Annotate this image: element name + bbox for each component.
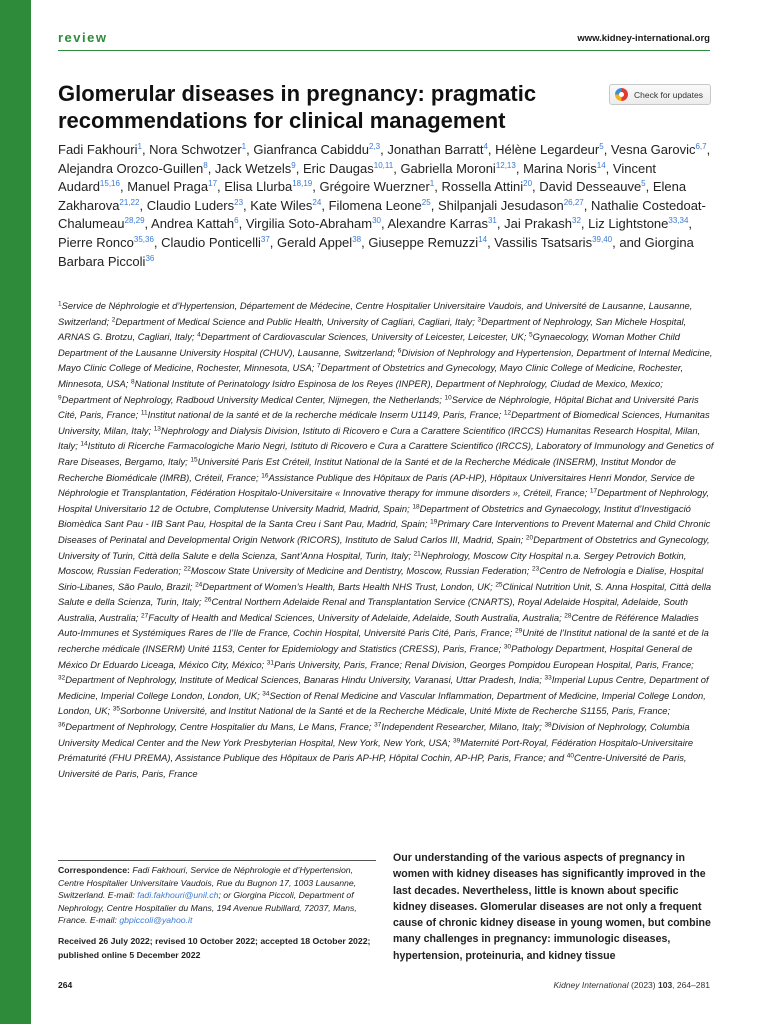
affiliation-text: Department of Nephrology, Institute of Medical Sciences, Banaras Hindu University, Varanasi, Uttar Pradesh, India; [65,674,542,686]
affiliation-item [184,565,530,576]
author-affiliation-ref[interactable]: 5 [641,179,646,189]
affiliation-number: 10 [444,394,452,402]
affiliation-number: 12 [503,409,512,417]
author-affiliation-ref[interactable]: 35,36 [133,234,154,244]
affiliation-list [58,298,718,781]
author-item [438,198,584,213]
affiliation-number: 35 [112,705,120,713]
author-affiliation-ref[interactable]: 10,11 [373,160,394,170]
author-affiliation-ref[interactable]: 17 [208,179,218,189]
author-name[interactable]: Elena Zakharova [58,179,687,213]
affiliation-text: Department of Cardiovascular Sciences, University of Leicester, Leicester, UK; [200,331,527,343]
author-affiliation-ref[interactable]: 31 [487,216,497,226]
abstract-text: Our understanding of the various aspects of pregnancy in women with kidney diseases has significantly improved in the last decades. Nevertheless, little is known about specific kidney diseases. Glomerular diseases are not only a frequent cause of chronic kidney disease in young women, but combine many challenges in pregnancy: immunologic diseases, hypertension, proteinuria, and kidney tissue [393,852,711,962]
author-item [368,235,487,250]
affiliation-number: 15 [190,456,198,464]
affiliation-conjunction: and [548,752,567,764]
affiliation-number: 29 [514,627,523,635]
affiliation-text: Department of Obstetrics and Gynecology, Mayo Clinic College of Medicine, Rochester, Minnesota, USA; [58,362,684,389]
author-item [388,216,497,231]
author-affiliation-ref[interactable]: 21,22 [119,197,140,207]
author-affiliation-ref[interactable]: 2,3 [368,142,381,151]
author-item [127,179,217,194]
author-item [303,161,393,176]
author-name[interactable]: Elisa Llurba [224,179,293,195]
journal-color-bar [0,0,31,1024]
author-affiliation-ref[interactable]: 14 [478,234,488,244]
affiliation-item [113,705,670,716]
correspondence-text-1: Fadi Fakhouri, Service de Néphrologie et d’Hypertension, Centre Hospitalier Universitaire Vaudois, Rue du Bugnon 17, 1003 Lausanne, Switzerland. E-mail: [58,865,357,901]
author-affiliation-ref[interactable]: 24 [312,197,322,207]
affiliation-number: 33 [544,674,552,682]
journal-year: (2023) [631,980,656,990]
author-name[interactable]: Claudio Luders [146,197,235,213]
affiliation-text: Primary Care Interventions to Prevent Maternal and Child Chronic Diseases of Perinatal and Developmental Origin Network (RICORS), Instituto de Salud Carlos III, Madrid, Spain; [58,518,711,545]
author-affiliation-ref[interactable]: 6,7 [695,142,707,151]
author-name[interactable]: Filomena Leone [328,197,422,213]
affiliation-text: Université Paris Est Créteil, Institut National de la Santé et de la Recherche Médicale (INSERM), Institut Mondor de Recherche Biomédicale (IMRB), Créteil, France; [58,455,676,483]
author-name[interactable]: Andrea Kattah [151,216,235,232]
author-item [588,216,688,231]
author-name[interactable]: Fadi Fakhouri [58,142,138,157]
affiliation-item [112,316,475,327]
crossmark-icon [615,88,628,101]
author-affiliation-ref[interactable]: 6 [234,216,239,226]
author-affiliation-ref[interactable]: 30 [372,216,381,226]
author-name[interactable]: Jack Wetzels [214,160,292,176]
author-affiliation-ref[interactable]: 1 [429,179,435,189]
author-affiliation-ref[interactable]: 1 [137,142,142,151]
affiliation-text: Section of Renal Medicine and Vascular Inflammation, Department of Medicine, Imperial College London, London, UK; [58,689,706,717]
affiliation-number: 38 [544,721,552,729]
author-name[interactable]: Gianfranca Cabiddu [253,142,369,157]
author-item [329,198,431,213]
article-dates: Received 26 July 2022; revised 10 October 2022; accepted 18 October 2022; published online 5 December 2022 [58,936,371,960]
author-affiliation-ref[interactable]: 18,19 [292,179,313,189]
author-affiliation-ref[interactable]: 32 [572,216,581,226]
affiliation-number: 7 [316,362,321,370]
author-item [253,142,380,157]
header-rule [58,50,710,51]
affiliation-number: 20 [525,534,534,542]
correspondence-block [58,864,378,927]
author-item [319,179,434,194]
correspondence-email-2[interactable]: gbpiccoli@yahoo.it [119,915,193,926]
affiliation-text: Service de Néphrologie, Hôpital Bichat and Université Paris Cité, Paris, France; [58,393,699,421]
author-name[interactable]: Gerald Appel [277,234,353,250]
journal-pages: , 264–281 [672,980,710,990]
affiliation-text: Nephrology and Dialysis Division, Istituto di Ricovero e Cura a Carattere Scientifico (IRCCS) Humanitas Research Hospital, Milan, Italy; [58,424,701,452]
journal-citation [554,980,710,990]
journal-url[interactable]: www.kidney-international.org [577,33,710,44]
affiliation-number: 21 [413,550,421,557]
author-item [215,161,296,176]
author-name[interactable]: Vesna Garovic [610,142,696,157]
author-name[interactable]: Claudio Ponticelli [161,234,261,250]
affiliation-text: Department of Obstetrics and Gynecology, University of Turin, Città della Salute e della Scienza, Sant’Anna Hospital, Turin, Italy; [58,533,710,561]
affiliation-text: Department of Nephrology, Hospital Universitario 12 de Octubre, Complutense University Madrid, Madrid, Spain; [58,487,709,514]
affiliation-item [197,331,526,342]
affiliation-number: 34 [262,690,270,698]
journal-name: Kidney International [553,980,629,990]
affiliation-text: Istituto di Ricerche Farmacologiche Mario Negri, Istituto di Ricovero e Cura a Carattere Scientifico (IRCCS), Laboratory of Immunology and Genetics of Rare Diseases, Bergamo, Italy; [58,440,714,467]
affiliation-item [374,721,542,732]
author-item [387,142,488,157]
author-affiliation-ref[interactable]: 23 [234,197,244,207]
affiliation-text: Department of Medical Science and Public Health, University of Cagliari, Cagliari, Italy; [115,315,475,327]
author-name[interactable]: Liz Lightstone [588,216,669,232]
affiliation-text: Independent Researcher, Milano, Italy; [381,721,542,733]
affiliation-number: 25 [495,581,503,589]
affiliation-text: Paris University, Paris, France; Renal Division, Georges Pompidou European Hospital, Paris, France; [274,658,694,670]
affiliation-text: Pathology Department, Hospital General de México Dr Eduardo Liceaga, México City, México; [58,643,693,670]
affiliation-text: Centro de Nefrologia e Dialise, Hospital Sirio-Libanes, São Paulo, Brazil; [58,565,704,592]
author-affiliation-ref[interactable]: 9 [291,160,296,170]
affiliation-item [58,721,371,732]
author-affiliation-ref[interactable]: 1 [241,142,247,151]
author-item [441,179,532,194]
affiliation-item [267,659,694,670]
check-for-updates-button[interactable] [609,84,711,105]
author-item [504,216,581,231]
author-item [400,161,515,176]
affiliation-number: 27 [141,612,149,620]
affiliation-item [195,581,493,592]
affiliation-text: Unité de l’Institut national de la santé et de la recherche médicale (INSERM) Unité 1153, Center for Epidemiology and Statistics (CRESS), Paris, France; [58,627,709,655]
correspondence-email-1[interactable]: fadi.fakhouri@unil.ch [137,890,219,901]
affiliation-number: 39 [452,737,461,745]
affiliation-text: Department of Nephrology, Centre Hospitalier du Mans, Le Mans, France; [65,721,372,733]
author-affiliation-ref[interactable]: 8 [203,160,208,170]
affiliation-text: Imperial Lupus Centre, Department of Medicine, Imperial College London, London, UK; [58,674,709,701]
affiliation-number: 30 [503,643,512,651]
author-name[interactable]: Rossella Attini [441,179,524,195]
affiliation-text: Centre-Université de Paris, Université de Paris, Paris, France [58,752,687,779]
author-name[interactable]: Kate Wiles [250,197,313,213]
affiliation-number: 23 [531,565,540,573]
affiliation-number: 2 [111,316,116,324]
affiliation-text: National Institute of Perinatology Isidro Espinosa de los Reyes (INPER), Department of Nephrology, Ciudad de Mexico, Mexico; [134,377,663,389]
author-name[interactable]: Marina Noris [523,160,597,176]
author-name[interactable]: Giorgina Barbara Piccoli [58,234,694,269]
author-affiliation-ref[interactable]: 5 [599,142,604,151]
affiliation-text: Division of Nephrology, Columbia University Medical Center and the New York Presbyterian Hospital, New York, New York, USA; [58,721,690,748]
correspondence-label: Correspondence: [58,865,130,875]
affiliation-text: Department of Women’s Health, Barts Health NHS Trust, London, UK; [202,580,493,592]
affiliation-number: 31 [266,659,274,667]
author-affiliation-ref[interactable]: 39,40 [592,234,613,244]
author-affiliation-ref[interactable]: 25 [421,197,431,207]
affiliation-number: 5 [529,331,533,339]
author-list: Fadi Fakhouri$^1$, Nora Schwotzer$^1$, Gianfranca Cabiddu$^{2,3}$, Jonathan Barratt$^4$, Hélène Legardeur$^5$, Vesna Garovic$^{6,7}$, Alejandra Orozco-Guillen$^8$, Jack Wetzels$^9$, Eric Daugas$^{10,11}$, Gabriella Moroni$^{12,13}$, Marina Noris$^{14}$, Vincent Audard$^{15,16}$, Manuel Praga$^{17}$, Elisa Llurba$^{18,19}$, Grégoire Wuerzner$^1$, Rossella Attini$^{20}$, David Desseauve$^5$, Elena Zakharova$^{21,22}$, Claudio Luders$^{23}$, Kate Wiles$^{24}$, Filomena Leone$^{25}$, Shilpanjali Jesudason$^{26,27}$, Nathalie Costedoat-Chalumeau$^{28,29}$, Andrea Kattah$^6$, Virgilia Soto-Abraham$^{30}$, Alexandre Karras$^{31}$, Jai Prakash$^{32}$, Liz Lightstone$^{33,34}$, Pierre Ronco$^{35,36}$, Claudio Ponticelli$^{37}$, Gerald Appel$^{38}$, Giuseppe Remuzzi$^{14}$, Vassilis Tsatsaris$^{39,40}$, and Giorgina Barbara Piccoli$^{36}$ [58,142,711,269]
affiliation-number: 37 [374,721,382,729]
check-for-updates-label: Check for updates [634,89,703,100]
affiliation-item [58,674,542,685]
affiliation-text: Assistance Publique des Hôpitaux de Paris (AP-HP), Hôpitaux Universitaires Henri Mondor, Service de Néphrologie et Transplantation, Fédération Hospitalo-Universitaire « Innovative therapy for immune disorders », Créteil, France; [58,471,695,499]
affiliation-number: 8 [130,378,135,386]
author-name[interactable]: David Desseauve [539,179,642,195]
author-affiliation-ref[interactable]: 36 [145,253,155,263]
author-affiliation-ref[interactable]: 4 [483,142,488,151]
affiliation-text: Department of Nephrology, Radboud University Medical Center, Nijmegen, the Netherlands; [61,393,442,405]
section-label: review [58,30,108,45]
author-name[interactable]: Virgilia Soto-Abraham [245,216,373,232]
affiliation-item [141,409,501,420]
author-item [147,198,243,213]
author-item [246,216,381,231]
affiliation-text: Department of Biomedical Sciences, Humanitas University, Milan, Italy; [58,409,710,436]
affiliation-number: 11 [140,409,148,417]
author-affiliation-ref[interactable]: 33,34 [668,216,689,226]
affiliation-number: 4 [197,331,201,339]
page-number: 264 [58,980,73,990]
author-name[interactable]: Manuel Praga [127,179,209,195]
affiliation-number: 16 [261,472,269,480]
author-name[interactable]: Vincent Audard [58,160,657,195]
author-name[interactable]: Pierre Ronco [58,234,134,250]
affiliation-text: Central Northern Adelaide Renal and Transplantation Service (CNARTS), Royal Adelaide Hospital, Adelaide, South Australia, Australia; [58,596,688,623]
affiliation-text: Gynaecology, Woman Mother Child Department of the Lausanne University Hospital (CHUV), Lausanne, Switzerland; [58,331,680,358]
author-item [224,179,312,194]
affiliation-number: 9 [58,394,62,402]
affiliation-number: 26 [204,596,212,604]
affiliation-text: Moscow State University of Medicine and Dentistry, Moscow, Russian Federation; [190,565,530,577]
affiliation-number: 40 [566,752,574,760]
correspondence-text-2: ; or Giorgina Piccoli, Department of Nephrology, Centre Hospitalier du Mans, 194 Avenue Rubillard, 72037, Mans, France. E-mail: [58,890,357,926]
author-item [58,235,154,250]
affiliation-number: 18 [412,503,420,511]
author-item [611,142,707,157]
affiliation-text: Institut national de la santé et de la recherche médicale Inserm U1149, Paris, France; [147,409,502,421]
affiliation-text: Department of Nephrology, San Michele Hospital, ARNAS G. Brotzu, Cagliari, Italy; [58,315,687,343]
affiliation-number: 1 [58,300,62,308]
affiliation-number: 3 [477,316,482,324]
affiliation-item [58,394,442,405]
author-name[interactable]: Hélène Legardeur [495,142,600,157]
author-item [161,235,270,250]
affiliation-item [141,612,562,623]
author-name[interactable]: Jonathan Barratt [387,142,484,157]
affiliation-number: 28 [564,612,572,620]
affiliation-number: 6 [397,347,402,355]
affiliation-number: 17 [589,487,598,495]
author-name[interactable]: Gabriella Moroni [400,160,496,176]
author-affiliation-ref[interactable]: 14 [596,160,606,170]
author-name[interactable]: Grégoire Wuerzner [319,179,430,195]
affiliation-text: Sorbonne Université, and Institut National de la Santé et de la Recherche Médicale, Unité Mixte de Recherche S1155, Paris, France; [119,705,671,717]
affiliation-item [131,378,663,389]
affiliation-number: 32 [58,674,66,682]
author-affiliation-ref[interactable]: 28,29 [124,216,145,226]
author-name[interactable]: Jai Prakash [504,216,573,232]
affiliation-text: Faculty of Health and Medical Sciences, University of Adelaide, Adelaide, South Australia, Australia; [148,611,562,623]
journal-volume: 103 [657,980,673,990]
author-conjunction: and [619,234,642,250]
author-item [539,179,645,194]
author-name[interactable]: Eric Daugas [302,160,374,176]
author-name[interactable]: Vassilis Tsatsaris [494,234,593,250]
author-name[interactable]: Alejandra Orozco-Guillen [58,160,204,176]
affiliation-text: Service de Néphrologie et d’Hypertension, Département de Médecine, Centre Hospitalier Universitaire Vaudois, and Université de Lausanne, Lausanne, Switzerland; [58,300,693,327]
article-title: Glomerular diseases in pregnancy: pragmatic recommendations for clinical management [58,81,537,133]
author-item [149,142,246,157]
author-item [250,198,321,213]
affiliation-number: 19 [430,518,438,526]
author-affiliation-ref[interactable]: 15,16 [99,179,120,189]
affiliation-text: Nephrology, Moscow City Hospital n.a. Sergey Petrovich Botkin, Moscow, Russian Federation; [58,549,687,577]
author-affiliation-ref[interactable]: 12,13 [495,160,516,170]
author-name[interactable]: Alexandre Karras [387,216,488,232]
affiliation-number: 22 [183,565,191,573]
author-item [58,142,142,157]
correspondence-rule [58,860,376,861]
author-name[interactable]: Nora Schwotzer [149,142,242,157]
affiliation-number: 14 [80,440,88,448]
author-affiliation-ref[interactable]: 26,27 [563,197,584,207]
affiliation-number: 13 [153,425,161,433]
author-affiliation-ref[interactable]: 20 [523,179,533,189]
affiliation-text: Division of Nephrology and Hypertension, Department of Internal Medicine, Mayo Clinic College of Medicine, Rochester, Minnesota, USA; [58,346,713,374]
author-name[interactable]: Nathalie Costedoat-Chalumeau [58,197,706,232]
author-item [151,216,239,231]
author-item [495,142,604,157]
author-affiliation-ref[interactable]: 37 [260,234,270,244]
author-item [58,161,208,176]
author-item [277,235,361,250]
author-item [523,161,606,176]
affiliation-text: Maternité Port-Royal, Fédération Hospitalo-Universitaire Prématurité (FHU PREMA), Assistance Publique des Hôpitaux de Paris AP-HP, Hôpital Cochin, AP-HP, Paris, France; [58,736,694,764]
affiliation-number: 36 [58,721,66,729]
author-name[interactable]: Shilpanjali Jesudason [437,197,564,213]
author-affiliation-ref[interactable]: 38 [352,234,362,244]
affiliation-number: 24 [195,581,203,589]
affiliation-text: Clinical Nutrition Unit, S. Anna Hospital, Città della Salute e della Scienza, Turin, Italy; [58,580,712,608]
author-name[interactable]: Giuseppe Remuzzi [368,234,479,250]
author-item [494,235,612,250]
affiliation-text: Department of Obstetrics and Gynaecology, Institut d’Investigació Biomèdica Sant Pau - IIB Sant Pau, Hospital de la Santa Creu i Sant Pau, Madrid, Spain; [58,502,691,530]
affiliation-text: Centre de Référence Maladies Auto-Immunes et Systémiques Rares de l’Ile de France, Cochin Hospital, Université Paris Cité, Paris, France; [58,611,699,639]
